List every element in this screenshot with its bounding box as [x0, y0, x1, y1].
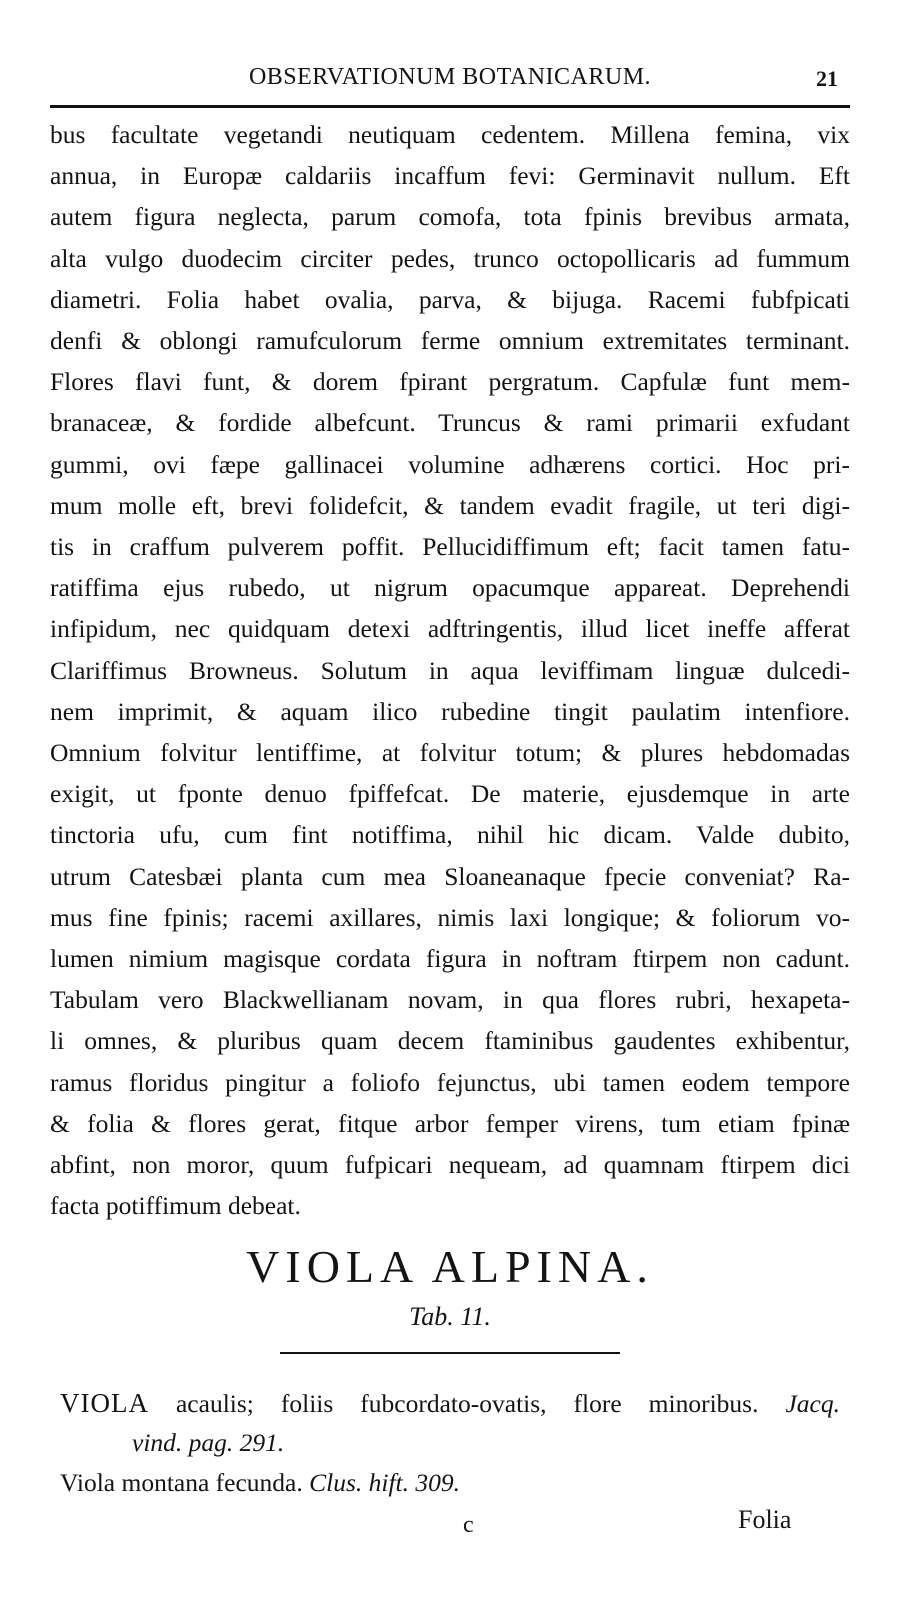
genus-name: VIOLA — [60, 1388, 149, 1418]
text-line: Omnium folvitur lentiffime, at folvitur totum; & plures hebdomadas — [50, 738, 850, 768]
text-line: mus fine fpinis; racemi axillares, nimis laxi longique; & foliorum vo- — [50, 902, 850, 932]
text-line: mum molle eft, brevi folidefcit, & tandem evadit fragile, ut teri digi- — [50, 490, 850, 520]
text-line: denfi & oblongi ramufculorum ferme omnium extremitates terminant. — [50, 326, 850, 356]
text-line: bus facultate vegetandi neutiquam cedentem. Millena femina, vix — [50, 120, 850, 149]
text-line: Flores flavi funt, & dorem fpirant pergratum. Capfulæ funt mem- — [50, 367, 850, 397]
text-line: lumen nimium magisque cordata figura in noftram ftirpem non cadunt. — [50, 944, 850, 974]
section-title: VIOLA ALPINA. — [246, 1241, 654, 1292]
text-line: branaceæ, & fordide albefcunt. Truncus & rami primarii exfudant — [50, 408, 850, 438]
text-line: alta vulgo duodecim circiter pedes, trunco octopollicaris ad fummum — [50, 243, 850, 273]
text-line: tinctoria ufu, cum fint notiffima, nihil hic dicam. Valde dubito, — [50, 820, 850, 850]
body-paragraph — [50, 114, 850, 1226]
text-line: abfint, non moror, quum fufpicari nequeam, ad quamnam ftirpem dici — [50, 1150, 850, 1180]
text-line: nem imprimit, & aquam ilico rubedine tingit paulatim intenfiore. — [50, 696, 850, 726]
synonym-entry — [60, 1468, 840, 1498]
text-line: annua, in Europæ caldariis incaffum fevi: Germinavit nullum. Eft — [50, 161, 850, 191]
text-line: Tabulam vero Blackwellianam novam, in qua flores rubri, hexapeta- — [50, 985, 850, 1015]
synonym-text: Viola montana fecunda. — [60, 1468, 310, 1497]
text-line: Clariffimus Browneus. Solutum in aqua leviffimam linguæ dulcedi- — [50, 655, 850, 685]
page-number: 21 — [816, 66, 838, 91]
text-line: facta potiffimum debeat. — [50, 1191, 301, 1221]
text-line: diametri. Folia habet ovalia, parva, & bijuga. Racemi fubfpicati — [50, 284, 850, 314]
text-line: utrum Catesbæi planta cum mea Sloaneanaque fpecie conveniat? Ra- — [50, 861, 850, 891]
signature-mark: c — [463, 1512, 474, 1538]
citation-continuation: vind. pag. 291. — [132, 1428, 285, 1457]
catchword: Folia — [738, 1505, 792, 1534]
text-line: autem figura neglecta, parum comofa, tota fpinis brevibus armata, — [50, 202, 850, 232]
text-line: ramus floridus pingitur a foliofo fejunctus, ubi tamen eodem tempore — [50, 1067, 850, 1097]
text-line: gummi, ovi fæpe gallinacei volumine adhærens cortici. Hoc pri- — [50, 449, 850, 479]
author-citation: Clus. hift. 309. — [309, 1468, 461, 1497]
synonym-entry — [60, 1388, 840, 1419]
author-citation: Jacq. — [785, 1389, 840, 1418]
running-head — [50, 62, 850, 98]
running-head-title: OBSERVATIONUM BOTANICARUM. — [248, 64, 652, 90]
text-line: infipidum, nec quidquam detexi adftringentis, illud licet ineffe afferat — [50, 614, 850, 644]
synonym-text: acaulis; foliis fubcordato-ovatis, flore minoribus. — [148, 1389, 786, 1418]
plate-reference: Tab. 11. — [409, 1302, 491, 1331]
header-rule — [50, 105, 850, 108]
text-line: & folia & flores gerat, fitque arbor femper virens, tum etiam fpinæ — [50, 1108, 850, 1138]
text-line: ratiffima ejus rubedo, ut nigrum opacumque appareat. Deprehendi — [50, 573, 850, 603]
text-line: exigit, ut fponte denuo fpiffefcat. De materie, ejusdemque in arte — [50, 779, 850, 809]
text-line: tis in craffum pulverem poffit. Pellucidiffimum eft; facit tamen fatu- — [50, 532, 850, 562]
text-line: li omnes, & pluribus quam decem ftaminibus gaudentes exhibentur, — [50, 1026, 850, 1056]
section-rule — [280, 1352, 620, 1354]
